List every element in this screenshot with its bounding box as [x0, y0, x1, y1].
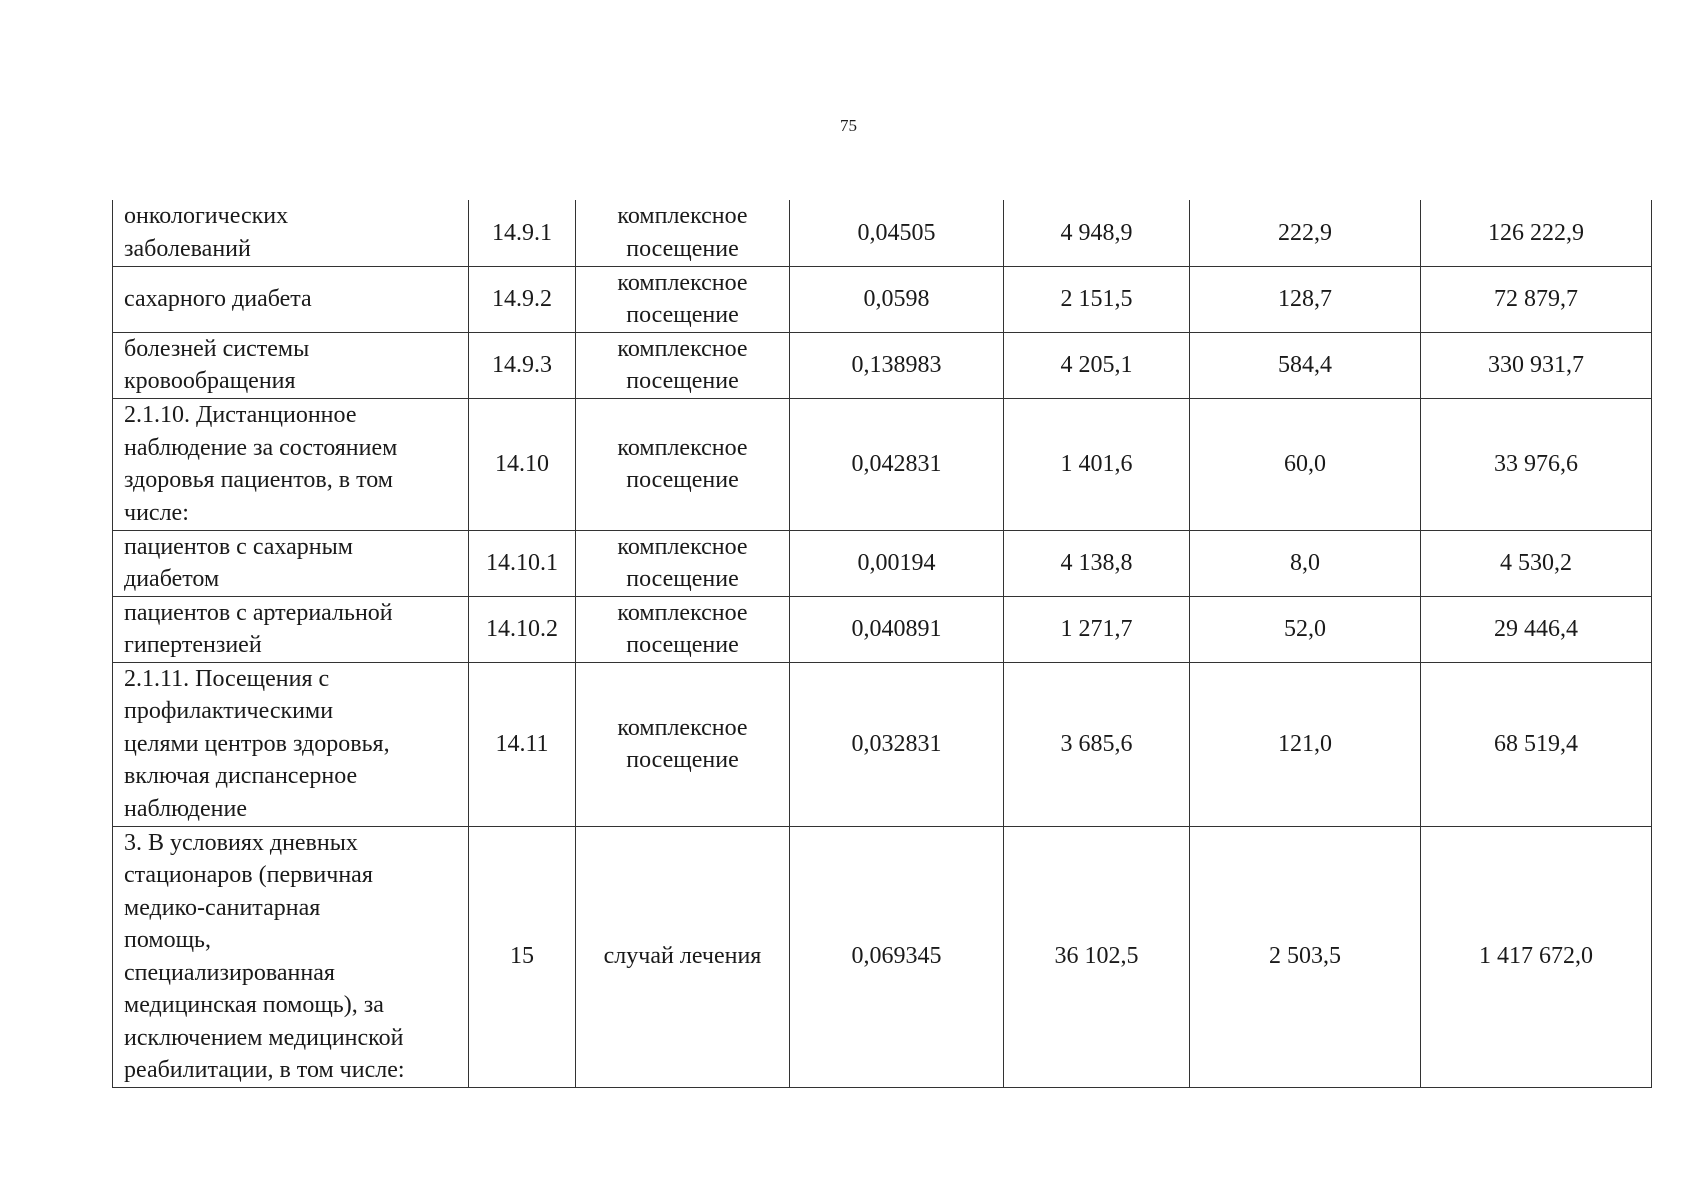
table-row — [113, 662, 1652, 826]
row-total: 126 222,9 — [1421, 200, 1652, 266]
row-norm: 0,042831 — [790, 398, 1004, 530]
table-row — [113, 826, 1652, 1087]
row-name: пациентов с артериальной гипертензией — [113, 596, 469, 662]
row-total: 330 931,7 — [1421, 332, 1652, 398]
row-per-capita: 2 503,5 — [1190, 826, 1421, 1087]
row-per-capita: 128,7 — [1190, 266, 1421, 332]
table-row — [113, 332, 1652, 398]
row-per-capita: 60,0 — [1190, 398, 1421, 530]
row-code: 14.11 — [469, 662, 576, 826]
table-row — [113, 398, 1652, 530]
row-code: 14.10 — [469, 398, 576, 530]
row-total: 33 976,6 — [1421, 398, 1652, 530]
row-per-capita: 52,0 — [1190, 596, 1421, 662]
row-norm: 0,032831 — [790, 662, 1004, 826]
row-per-capita: 584,4 — [1190, 332, 1421, 398]
row-total: 4 530,2 — [1421, 530, 1652, 596]
row-name: болезней системы кровообращения — [113, 332, 469, 398]
row-code: 15 — [469, 826, 576, 1087]
row-name: сахарного диабета — [113, 266, 469, 332]
row-per-capita: 8,0 — [1190, 530, 1421, 596]
row-norm: 0,00194 — [790, 530, 1004, 596]
row-unit: комплексное посещение — [576, 530, 790, 596]
row-unit: комплексное посещение — [576, 266, 790, 332]
table-row — [113, 200, 1652, 266]
page-number: 75 — [840, 116, 857, 135]
row-unit: комплексное посещение — [576, 200, 790, 266]
row-cost: 36 102,5 — [1004, 826, 1190, 1087]
row-cost: 4 138,8 — [1004, 530, 1190, 596]
row-code: 14.10.1 — [469, 530, 576, 596]
row-unit: случай лечения — [576, 826, 790, 1087]
row-unit: комплексное посещение — [576, 332, 790, 398]
row-name: 3. В условиях дневных стационаров (первичная медико-санитарная помощь, специализированная медицинская помощь), за исключением медицинской реабилитации, в том числе: — [113, 826, 469, 1087]
row-norm: 0,138983 — [790, 332, 1004, 398]
table-row — [113, 266, 1652, 332]
row-total: 29 446,4 — [1421, 596, 1652, 662]
row-code: 14.9.2 — [469, 266, 576, 332]
row-norm: 0,069345 — [790, 826, 1004, 1087]
row-code: 14.9.3 — [469, 332, 576, 398]
row-cost: 3 685,6 — [1004, 662, 1190, 826]
row-cost: 1 401,6 — [1004, 398, 1190, 530]
table-row — [113, 596, 1652, 662]
row-name: 2.1.11. Посещения с профилактическими целями центров здоровья, включая диспансерное наблюдение — [113, 662, 469, 826]
row-unit: комплексное посещение — [576, 398, 790, 530]
row-total: 68 519,4 — [1421, 662, 1652, 826]
row-code: 14.9.1 — [469, 200, 576, 266]
row-norm: 0,040891 — [790, 596, 1004, 662]
row-total: 72 879,7 — [1421, 266, 1652, 332]
row-unit: комплексное посещение — [576, 596, 790, 662]
row-per-capita: 222,9 — [1190, 200, 1421, 266]
row-per-capita: 121,0 — [1190, 662, 1421, 826]
row-unit: комплексное посещение — [576, 662, 790, 826]
row-norm: 0,04505 — [790, 200, 1004, 266]
row-cost: 4 948,9 — [1004, 200, 1190, 266]
table-row — [113, 530, 1652, 596]
row-name: пациентов с сахарным диабетом — [113, 530, 469, 596]
row-name: 2.1.10. Дистанционное наблюдение за состоянием здоровья пациентов, в том числе: — [113, 398, 469, 530]
row-total: 1 417 672,0 — [1421, 826, 1652, 1087]
row-cost: 2 151,5 — [1004, 266, 1190, 332]
row-name: онкологических заболеваний — [113, 200, 469, 266]
row-cost: 4 205,1 — [1004, 332, 1190, 398]
row-norm: 0,0598 — [790, 266, 1004, 332]
row-code: 14.10.2 — [469, 596, 576, 662]
row-cost: 1 271,7 — [1004, 596, 1190, 662]
data-table — [112, 200, 1652, 1088]
